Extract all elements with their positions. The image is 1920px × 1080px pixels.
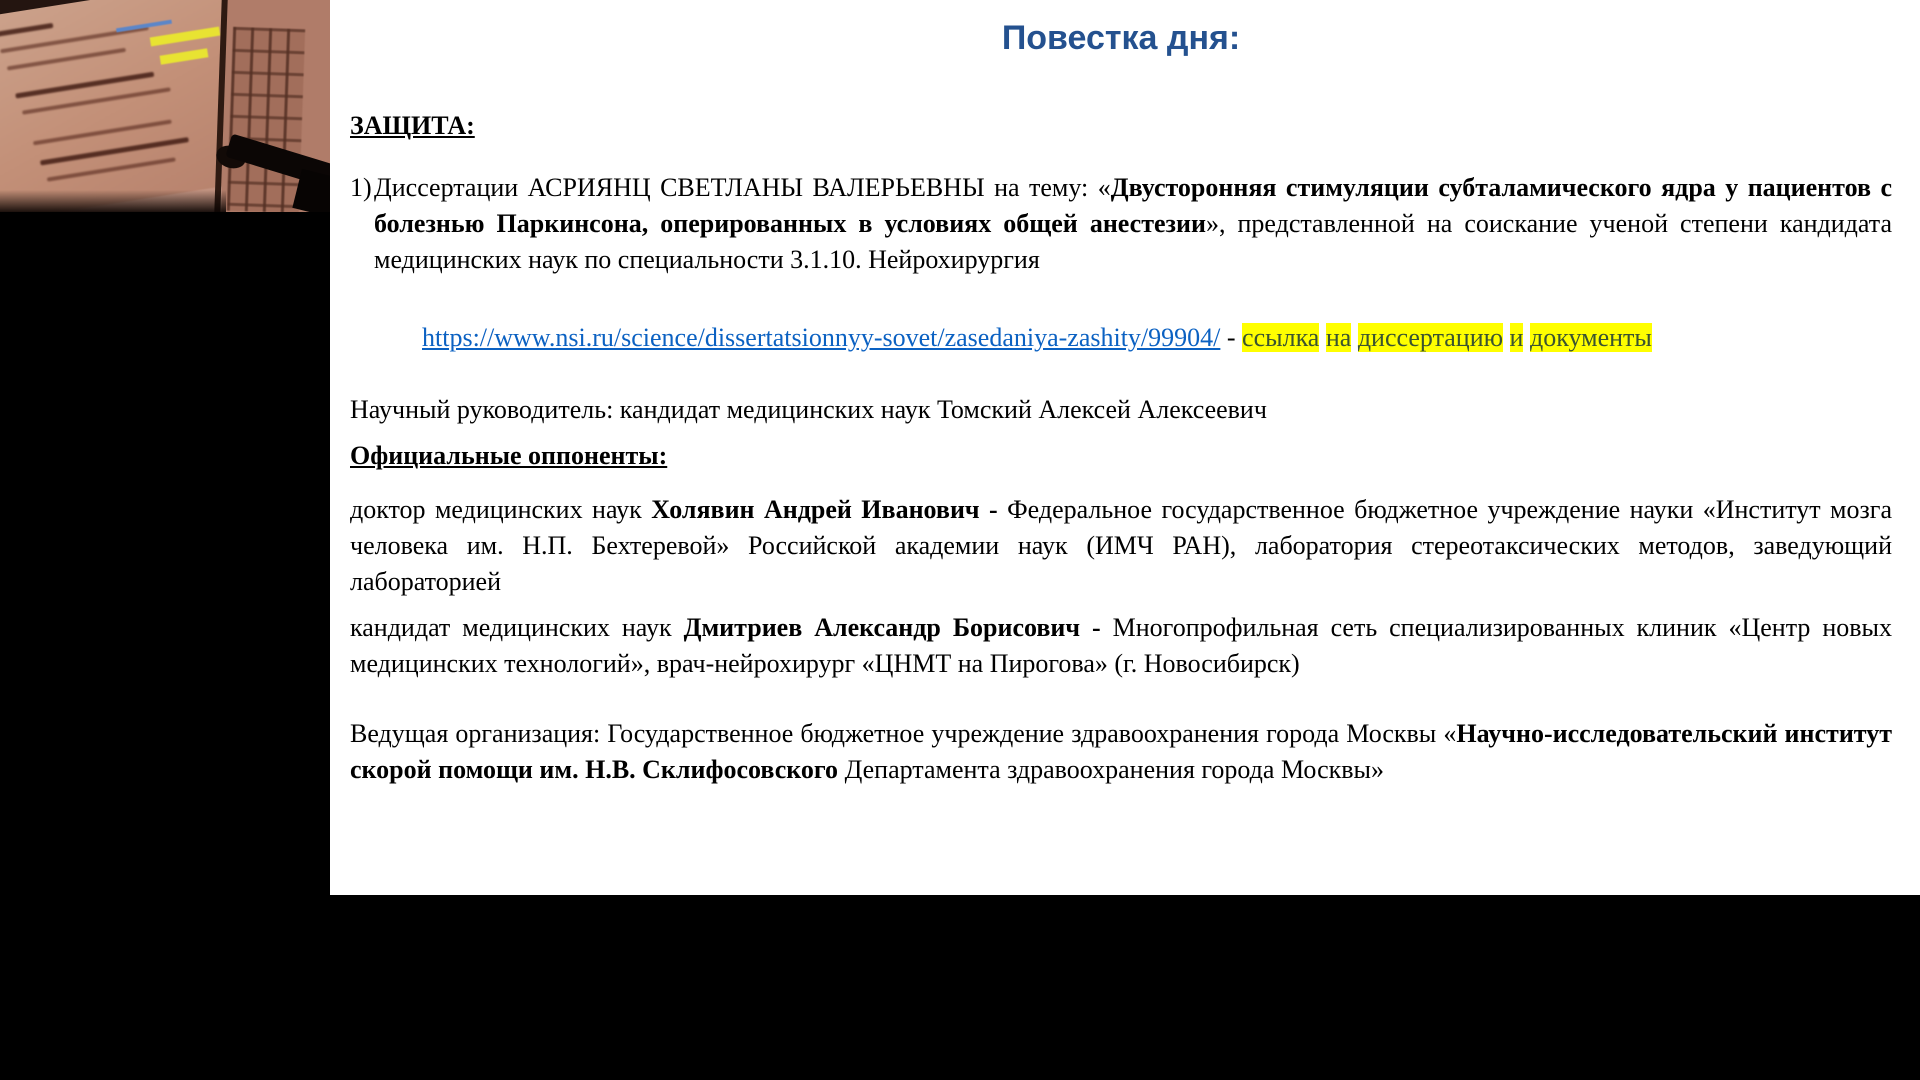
text-segment [1503,323,1510,352]
text-segment: Двусторонняя стимуляции субталамического ядра у пациентов с болезнью Паркинсона, оперированных в условиях общей анестезии [374,173,1892,238]
text-segment: кандидат медицинских наук [350,613,684,642]
link-line [350,320,1892,356]
blurred-text-line [7,48,126,71]
door-grid [227,27,305,212]
text-segment: Департамента здравоохранения города Москвы» [838,755,1384,784]
text-segment: Федеральное государственное бюджетное учреждение науки «Институт мозга человека им. Н.П. Бехтеревой» Российской академии наук (ИМЧ РАН), лаборатория стереотаксических методов, заведующий лабораторией [350,495,1892,596]
text-segment [1351,323,1358,352]
opponent1-paragraph [350,492,1892,600]
blurred-text-line [33,120,172,146]
blurred-text-line [0,23,53,37]
supervisor-line: Научный руководитель: кандидат медицинских наук Томский Алексей Алексеевич [350,395,1267,424]
shadow [0,190,226,212]
highlighted-text: ссылка [1242,323,1320,352]
text-segment: Многопрофильная сеть специализированных клиник «Центр новых медицинских технологий», врач-нейрохирург «ЦНМТ на Пирогова» (г. Новосибирск) [350,613,1892,678]
text-segment: - [1220,323,1243,352]
text-segment: », представленной на соискание ученой степени кандидата медицинских наук по специальности 3.1.10. Нейрохирургия [374,209,1892,274]
text-segment: Диссертации АСРИЯНЦ СВЕТЛАНЫ ВАЛЕРЬЕВНЫ на тему: « [374,173,1111,202]
highlighted-text: документы [1529,323,1652,352]
highlighted-text: на [1325,323,1352,352]
room-camera-video-tile[interactable] [0,0,335,212]
leading-organization-paragraph [350,716,1892,788]
document-content [330,0,1920,788]
text-segment [1523,323,1530,352]
text-segment: Холявин Андрей Иванович - [651,495,998,524]
highlighted-text: диссертацию [1357,323,1504,352]
section-heading-zashchita: ЗАЩИТА: [350,111,475,140]
hyperlink[interactable]: https://www.nsi.ru/science/dissertatsionnyy-sovet/zasedaniya-zashity/99904/ [422,323,1221,352]
text-segment: Дмитриев Александр Борисович - [683,613,1101,642]
list-number: 1) [350,173,372,202]
text-segment: Научно-исследовательский институт скорой помощи им. Н.В. Склифосовского [350,719,1892,784]
text-segment: Ведущая организация: Государственное бюджетное учреждение здравоохранения города Москвы « [350,719,1457,748]
text-segment: доктор медицинских наук [350,495,652,524]
highlighted-text: и [1509,323,1524,352]
opponents-heading: Официальные оппоненты: [350,441,668,470]
dissertation-text [374,173,1892,274]
page-title: Повестка дня: [1001,19,1241,57]
shared-document [330,0,1920,895]
dissertation-item [350,170,1892,278]
text-segment [1319,323,1326,352]
opponent2-paragraph [350,610,1892,682]
